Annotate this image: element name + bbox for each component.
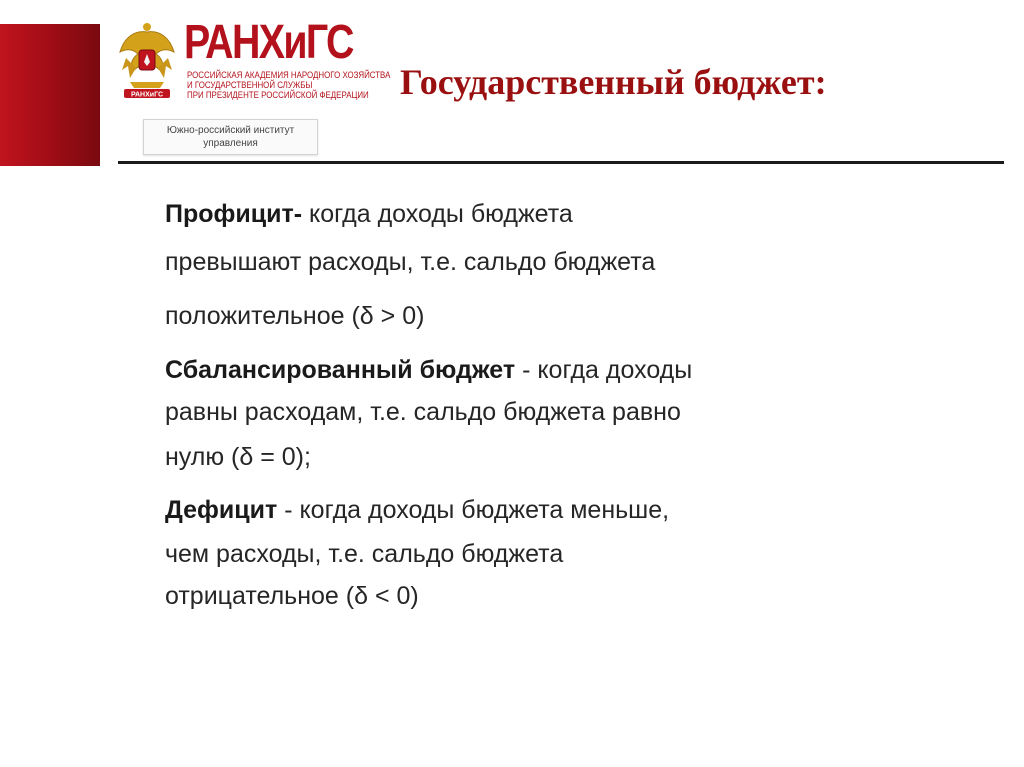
deficit-text: - когда доходы бюджета меньше,	[277, 496, 670, 524]
slide-title: Государственный бюджет:	[400, 62, 827, 102]
balanced-line-2: равны расходам, т.е. сальдо бюджета равно	[165, 398, 681, 426]
title-divider	[118, 161, 1004, 164]
logo-name: РАНХиГС	[184, 16, 353, 69]
logo-subtitle	[187, 70, 391, 100]
slide-body	[165, 196, 865, 614]
institute-line: управления	[203, 138, 258, 149]
surplus-line-3: положительное (δ > 0)	[165, 302, 425, 330]
surplus-term: Профицит-	[165, 200, 303, 228]
institute-line: Южно-российский институт	[166, 125, 295, 136]
double-headed-eagle-emblem-icon	[114, 18, 180, 106]
deficit-line-2: чем расходы, т.е. сальдо бюджета	[165, 540, 564, 568]
balanced-term: Сбалансированный бюджет	[165, 356, 516, 384]
balanced-text: - когда доходы	[515, 356, 693, 384]
logo-subtitle-line: ПРИ ПРЕЗИДЕНТЕ РОССИЙСКОЙ ФЕДЕРАЦИИ	[187, 90, 369, 100]
deficit-line-1	[165, 492, 865, 528]
emblem-label: РАНХиГС	[130, 91, 164, 99]
surplus-line-2: превышают расходы, т.е. сальдо бюджета	[165, 248, 656, 276]
balanced-line-3: нулю (δ = 0);	[165, 443, 311, 471]
deficit-line-3: отрицательное (δ < 0)	[165, 582, 419, 610]
red-side-bar	[0, 24, 100, 166]
logo-subtitle-line: РОССИЙСКАЯ АКАДЕМИЯ НАРОДНОГО ХОЗЯЙСТВА	[187, 70, 391, 80]
balanced-line-1	[165, 352, 865, 388]
institute-badge	[143, 119, 318, 155]
surplus-line-1	[165, 196, 865, 232]
logo-subtitle-line: И ГОСУДАРСТВЕННОЙ СЛУЖБЫ	[187, 80, 313, 90]
deficit-term: Дефицит	[165, 496, 278, 524]
surplus-text: когда доходы бюджета	[302, 200, 573, 228]
